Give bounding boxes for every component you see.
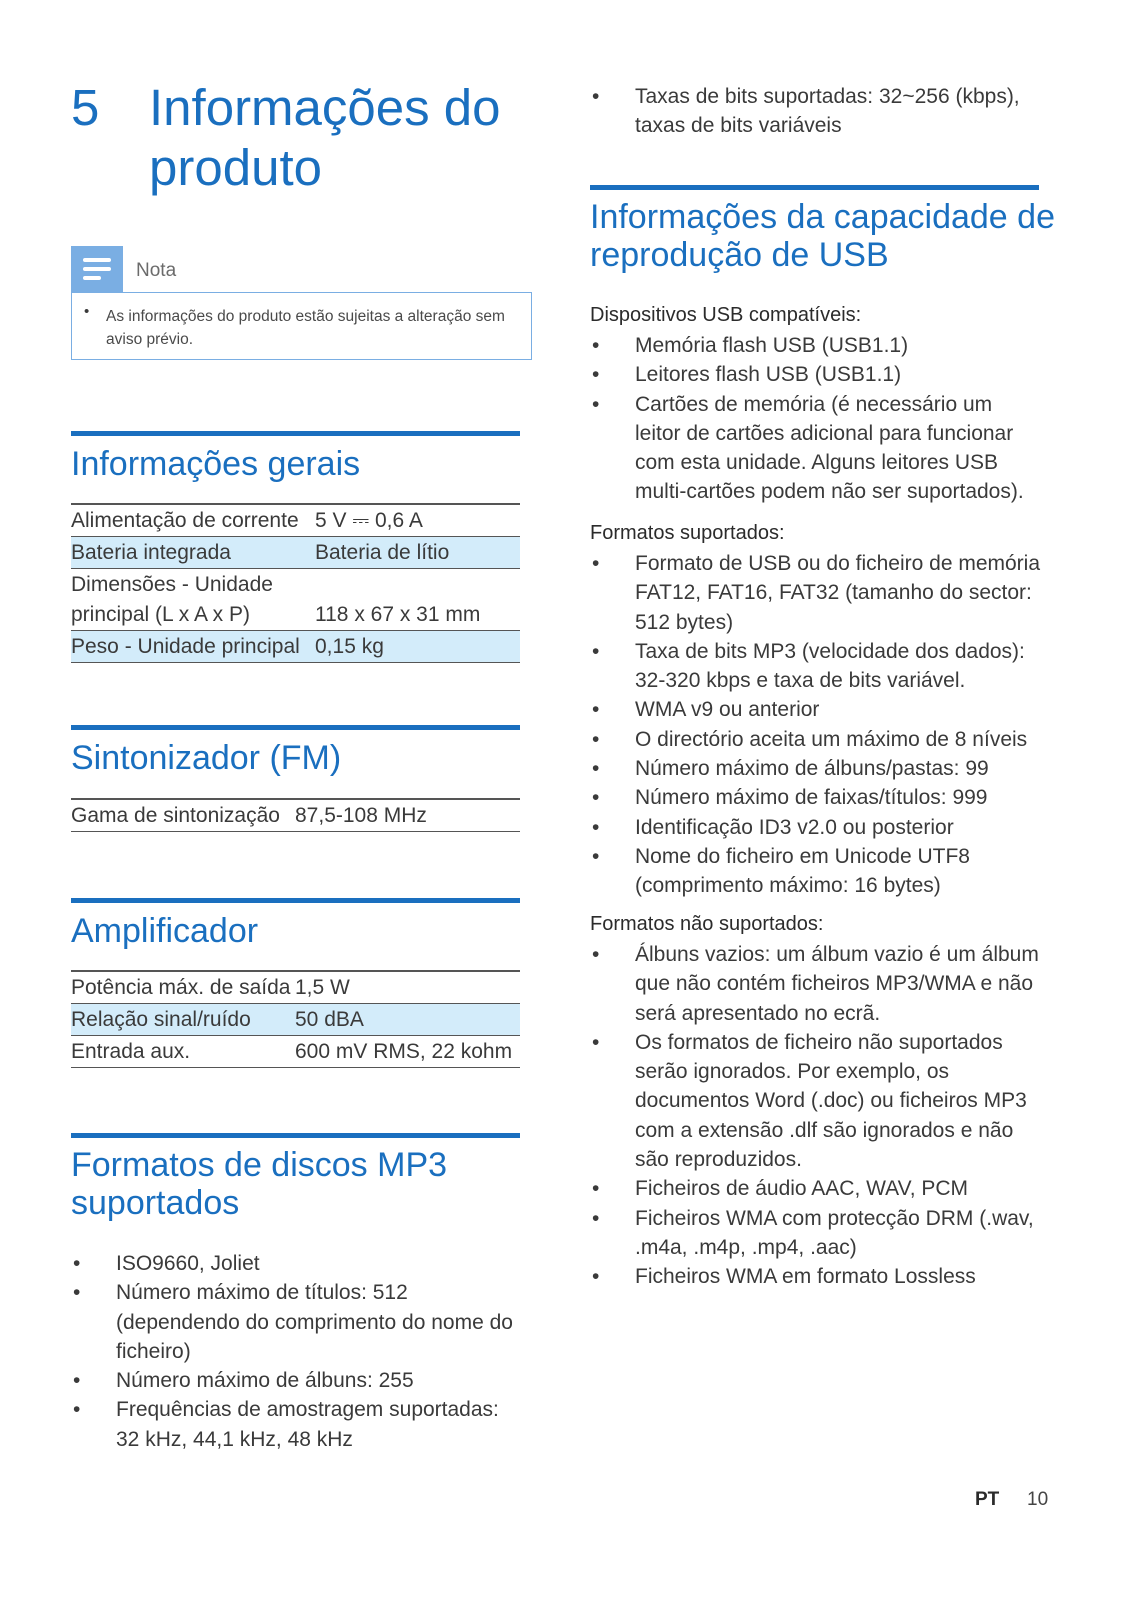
- table-row: [71, 1004, 520, 1036]
- section-title-tuner: Sintonizador (FM): [71, 739, 342, 777]
- list-item: • Memória flash USB (USB1.1): [590, 331, 1042, 360]
- usb-supported-list: [590, 549, 1042, 901]
- list-item: • Álbuns vazios: um álbum vazio é um álbum que não contém ficheiros MP3/WMA e não será apresentado no ecrã.: [590, 940, 1042, 1028]
- page-number: 10: [1027, 1489, 1049, 1510]
- section-rule: [590, 185, 1039, 190]
- spec-value: 5 V ⎓ 0,6 A: [315, 509, 423, 532]
- list-item: • Nome do ficheiro em Unicode UTF8 (comprimento máximo: 16 bytes): [590, 842, 1042, 901]
- spec-label: Peso - Unidade principal: [71, 631, 315, 663]
- bullet-icon: •: [84, 303, 90, 320]
- section-title-amplifier: Amplificador: [71, 912, 259, 950]
- section-rule: [71, 898, 520, 903]
- spec-label: Relação sinal/ruído: [71, 1004, 295, 1036]
- amplifier-spec-table: [71, 970, 520, 1068]
- note-label: Nota: [136, 260, 177, 281]
- spec-label: Entrada aux.: [71, 1040, 191, 1063]
- list-item: • Leitores flash USB (USB1.1): [590, 360, 1042, 389]
- tuner-spec-table: [71, 798, 520, 832]
- spec-label-line1: Dimensões - Unidade: [71, 573, 273, 596]
- list-item: • Frequências de amostragem suportadas: 32 kHz, 44,1 kHz, 48 kHz: [71, 1395, 526, 1454]
- mp3-format-list-continued: [590, 82, 1042, 141]
- spec-label: Bateria integrada: [71, 537, 315, 569]
- list-item: • O directório aceita um máximo de 8 níveis: [590, 725, 1042, 754]
- list-item: • Número máximo de álbuns/pastas: 99: [590, 754, 1042, 783]
- chapter-number: 5: [71, 79, 100, 136]
- chapter-title-line1: Informações do: [149, 79, 501, 136]
- list-item: • Os formatos de ficheiro não suportados serão ignorados. Por exemplo, os documentos Word (.doc) ou ficheiros MP3 com a extensão .dlf são ignorados e não são reproduzidos.: [590, 1028, 1042, 1174]
- usb-devices-list: [590, 331, 1042, 507]
- list-item: • Formato de USB ou do ficheiro de memória FAT12, FAT16, FAT32 (tamanho do sector: 512 bytes): [590, 549, 1042, 637]
- note-content: [71, 292, 532, 360]
- spec-label: Gama de sintonização: [71, 804, 280, 827]
- section-rule: [71, 431, 520, 436]
- general-spec-table: [71, 503, 520, 663]
- mp3-format-list: [71, 1249, 526, 1454]
- footer-language: PT: [975, 1489, 1000, 1510]
- spec-label: Alimentação de corrente: [71, 509, 299, 532]
- list-item: • Cartões de memória (é necessário um leitor de cartões adicional para funcionar com esta unidade. Alguns leitores USB multi-cartões podem não ser suportados).: [590, 390, 1042, 507]
- section-rule: [71, 1133, 520, 1138]
- section-title-general: Informações gerais: [71, 445, 361, 483]
- chapter-title-line2: produto: [149, 139, 322, 196]
- spec-label: [71, 569, 315, 631]
- section-title-mp3-line2: suportados: [71, 1184, 240, 1222]
- list-item: • Ficheiros WMA em formato Lossless: [590, 1262, 1042, 1291]
- list-item: • Taxa de bits MP3 (velocidade dos dados): 32-320 kbps e taxa de bits variável.: [590, 637, 1042, 696]
- table-row: [71, 504, 520, 537]
- note-icon: [71, 246, 123, 292]
- spec-value: 1,5 W: [295, 976, 350, 999]
- usb-unsupported-list: [590, 940, 1042, 1292]
- spec-label: Potência máx. de saída: [71, 976, 291, 999]
- spec-value: 87,5-108 MHz: [295, 804, 427, 827]
- section-rule: [71, 725, 520, 730]
- usb-devices-heading: Dispositivos USB compatíveis:: [590, 304, 862, 326]
- list-item: • Número máximo de faixas/títulos: 999: [590, 783, 1042, 812]
- spec-label-line2: principal (L x A x P): [71, 603, 250, 626]
- table-row: [71, 971, 520, 1004]
- list-item: • Ficheiros WMA com protecção DRM (.wav, .m4a, .m4p, .mp4, .aac): [590, 1204, 1042, 1263]
- spec-value: 118 x 67 x 31 mm: [315, 603, 481, 626]
- spec-value: 50 dBA: [295, 1004, 520, 1036]
- section-title-usb-line2: reprodução de USB: [590, 236, 889, 274]
- section-title-mp3-line1: Formatos de discos MP3: [71, 1146, 448, 1184]
- list-item: • Identificação ID3 v2.0 ou posterior: [590, 813, 1042, 842]
- table-row: [71, 537, 520, 569]
- usb-unsupported-heading: Formatos não suportados:: [590, 913, 824, 935]
- note-text: As informações do produto estão sujeitas a alteração sem aviso prévio.: [106, 308, 505, 348]
- table-row: [71, 569, 520, 631]
- list-item: • ISO9660, Joliet: [71, 1249, 526, 1278]
- section-title-usb-line1: Informações da capacidade de: [590, 198, 1055, 236]
- list-item: • WMA v9 ou anterior: [590, 695, 1042, 724]
- table-row: [71, 1036, 520, 1068]
- spec-value: 0,15 kg: [315, 631, 520, 663]
- list-item: • Número máximo de álbuns: 255: [71, 1366, 526, 1395]
- usb-supported-heading: Formatos suportados:: [590, 522, 785, 544]
- list-item: • Número máximo de títulos: 512 (dependendo do comprimento do nome do ficheiro): [71, 1278, 526, 1366]
- spec-value: Bateria de lítio: [315, 537, 520, 569]
- spec-value: 600 mV RMS, 22 kohm: [295, 1040, 513, 1063]
- list-item: • Ficheiros de áudio AAC, WAV, PCM: [590, 1174, 1042, 1203]
- list-item: • Taxas de bits suportadas: 32~256 (kbps), taxas de bits variáveis: [590, 82, 1042, 141]
- table-row: [71, 799, 520, 832]
- table-row: [71, 631, 520, 663]
